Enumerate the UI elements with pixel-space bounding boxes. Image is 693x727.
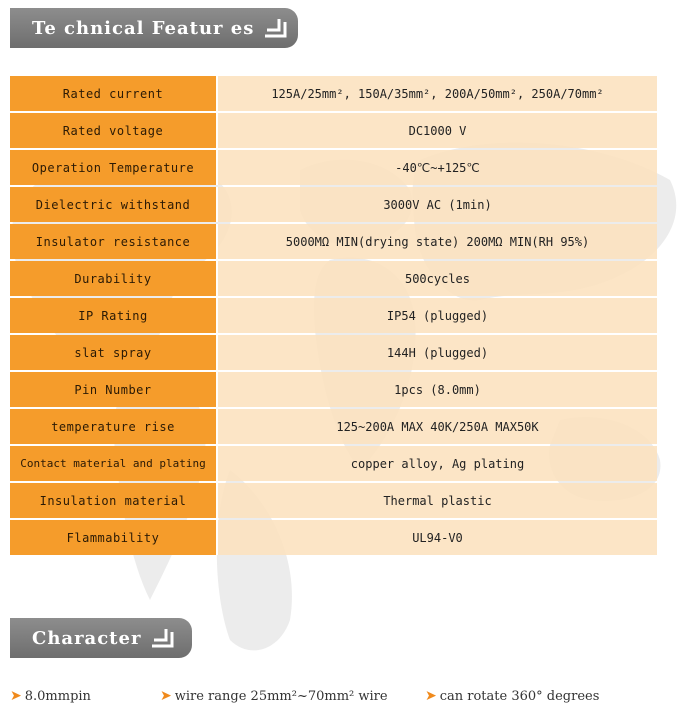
chevron-right-icon: ➤ bbox=[10, 688, 22, 704]
table-row bbox=[10, 409, 657, 444]
spec-label: Insulation material bbox=[10, 483, 218, 518]
spec-label: Durability bbox=[10, 261, 218, 296]
table-row bbox=[10, 446, 657, 481]
list-item bbox=[160, 688, 425, 704]
spec-label: Pin Number bbox=[10, 372, 218, 407]
list-item bbox=[10, 688, 160, 704]
technical-features-header bbox=[10, 8, 298, 48]
corner-arrow-icon bbox=[149, 626, 175, 650]
corner-arrow-icon bbox=[262, 16, 288, 40]
spec-label: slat spray bbox=[10, 335, 218, 370]
spec-label: Contact material and plating bbox=[10, 446, 218, 481]
table-row bbox=[10, 76, 657, 111]
chevron-right-icon: ➤ bbox=[160, 688, 172, 704]
spec-value: 125~200A MAX 40K/250A MAX50K bbox=[218, 409, 657, 444]
spec-value: 144H (plugged) bbox=[218, 335, 657, 370]
table-row bbox=[10, 113, 657, 148]
spec-label: Insulator resistance bbox=[10, 224, 218, 259]
spec-value: -40℃~+125℃ bbox=[218, 150, 657, 185]
spec-value: copper alloy, Ag plating bbox=[218, 446, 657, 481]
table-row bbox=[10, 298, 657, 333]
table-row bbox=[10, 224, 657, 259]
feature-text: wire range 25mm²~70mm² wire bbox=[174, 688, 388, 704]
spec-label: IP Rating bbox=[10, 298, 218, 333]
spec-label: Rated current bbox=[10, 76, 218, 111]
table-row bbox=[10, 335, 657, 370]
spec-label: temperature rise bbox=[10, 409, 218, 444]
spec-value: Thermal plastic bbox=[218, 483, 657, 518]
spec-label: Flammability bbox=[10, 520, 218, 555]
feature-list bbox=[10, 684, 690, 708]
spec-value: UL94-V0 bbox=[218, 520, 657, 555]
spec-value: IP54 (plugged) bbox=[218, 298, 657, 333]
table-row bbox=[10, 261, 657, 296]
spec-value: 5000MΩ MIN(drying state) 200MΩ MIN(RH 95%) bbox=[218, 224, 657, 259]
table-row bbox=[10, 372, 657, 407]
list-item bbox=[425, 688, 599, 704]
spec-label: Rated voltage bbox=[10, 113, 218, 148]
spec-value: DC1000 V bbox=[218, 113, 657, 148]
spec-value: 125A/25mm², 150A/35mm², 200A/50mm², 250A/70mm² bbox=[218, 76, 657, 111]
feature-text: 8.0mmpin bbox=[24, 688, 91, 704]
technical-features-title: Te chnical Featur es bbox=[32, 17, 255, 39]
feature-text: can rotate 360° degrees bbox=[439, 688, 600, 704]
character-header bbox=[10, 618, 192, 658]
spec-value: 500cycles bbox=[218, 261, 657, 296]
spec-value: 1pcs (8.0mm) bbox=[218, 372, 657, 407]
spec-value: 3000V AC (1min) bbox=[218, 187, 657, 222]
table-row bbox=[10, 187, 657, 222]
table-row bbox=[10, 483, 657, 518]
chevron-right-icon: ➤ bbox=[425, 688, 437, 704]
spec-label: Dielectric withstand bbox=[10, 187, 218, 222]
table-row bbox=[10, 520, 657, 555]
table-row bbox=[10, 150, 657, 185]
spec-label: Operation Temperature bbox=[10, 150, 218, 185]
character-title: Character bbox=[32, 627, 142, 649]
specifications-table bbox=[10, 76, 657, 557]
